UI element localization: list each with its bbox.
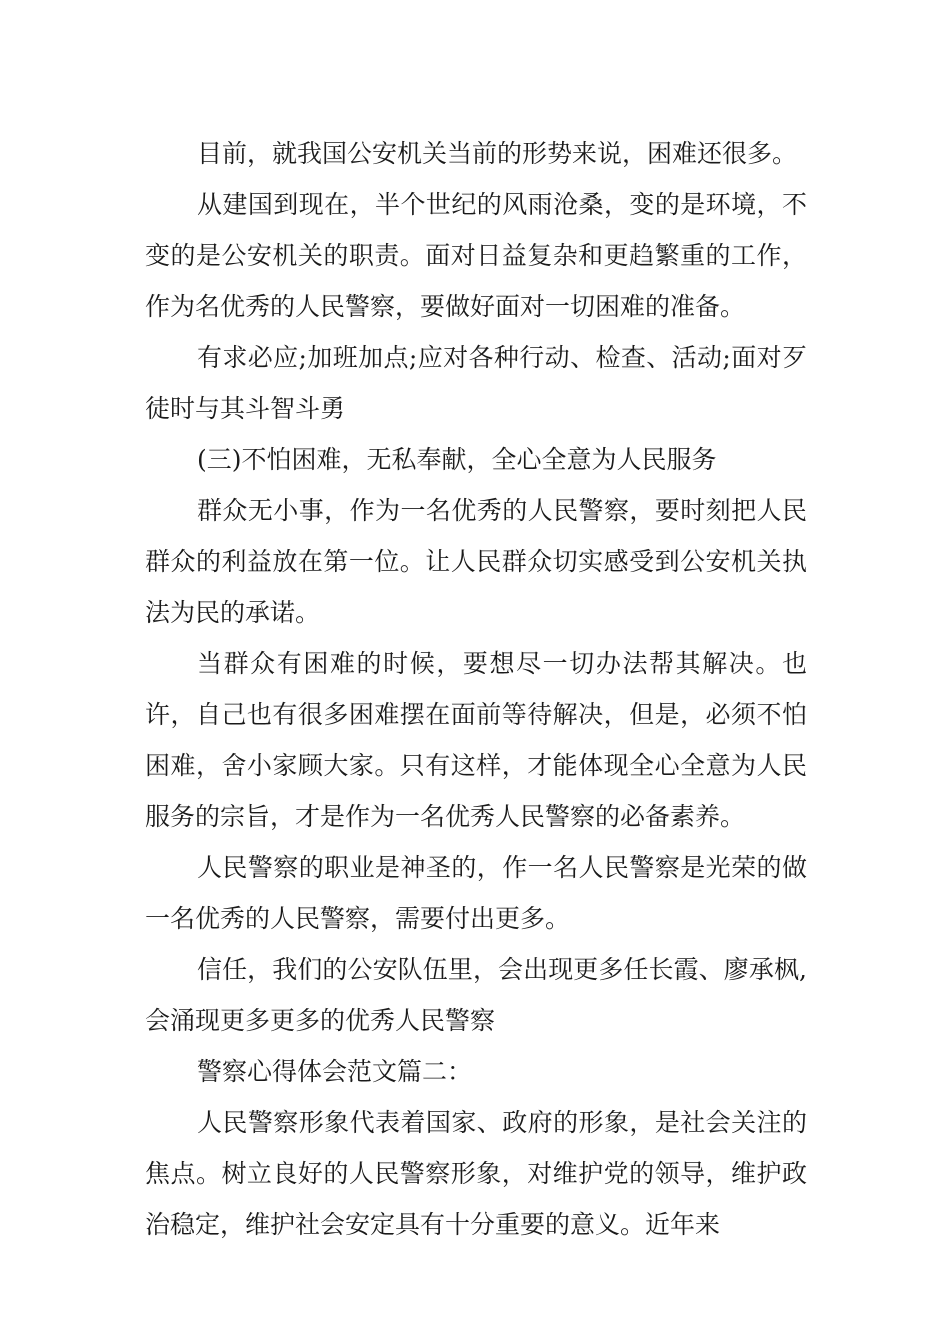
paragraph-difficulties: 当群众有困难的时候，要想尽一切办法帮其解决。也许，自己也有很多困难摆在面前等待解决，但是，必须不怕困难，舍小家顾大家。只有这样，才能体现全心全意为人民服务的宗旨，才是作为一名优秀人民警察的必备素养。: [145, 649, 807, 831]
section-title-part-two: 警察心得体会范文篇二：: [197, 1057, 473, 1086]
paragraph-profession: 人民警察的职业是神圣的，作一名人民警察是光荣的做一名优秀的人民警察，需要付出更多。: [145, 853, 807, 933]
paragraph-image: 人民警察形象代表着国家、政府的形象，是社会关注的焦点。树立良好的人民警察形象，对维护党的领导，维护政治稳定，维护社会安定具有十分重要的意义。近年来: [145, 1108, 807, 1239]
paragraph-trust: 信任，我们的公安队伍里，会出现更多任长霞、廖承枫,会涌现更多更多的优秀人民警察: [145, 955, 807, 1035]
document-body: [145, 128, 807, 1250]
paragraph-tasks: 有求必应;加班加点;应对各种行动、检查、活动;面对歹徒时与其斗智斗勇: [145, 343, 807, 423]
paragraph-masses: 群众无小事，作为一名优秀的人民警察，要时刻把人民群众的利益放在第一位。让人民群众切实感受到公安机关执法为民的承诺。: [145, 496, 807, 627]
paragraph-situation: 目前，就我国公安机关当前的形势来说，困难还很多。: [197, 139, 798, 168]
paragraph-duty: 从建国到现在，半个世纪的风雨沧桑，变的是环境，不变的是公安机关的职责。面对日益复杂和更趋繁重的工作，作为名优秀的人民警察，要做好面对一切困难的准备。: [145, 190, 807, 321]
section-heading-three: (三)不怕困难，无私奉献，全心全意为人民服务: [197, 445, 717, 474]
